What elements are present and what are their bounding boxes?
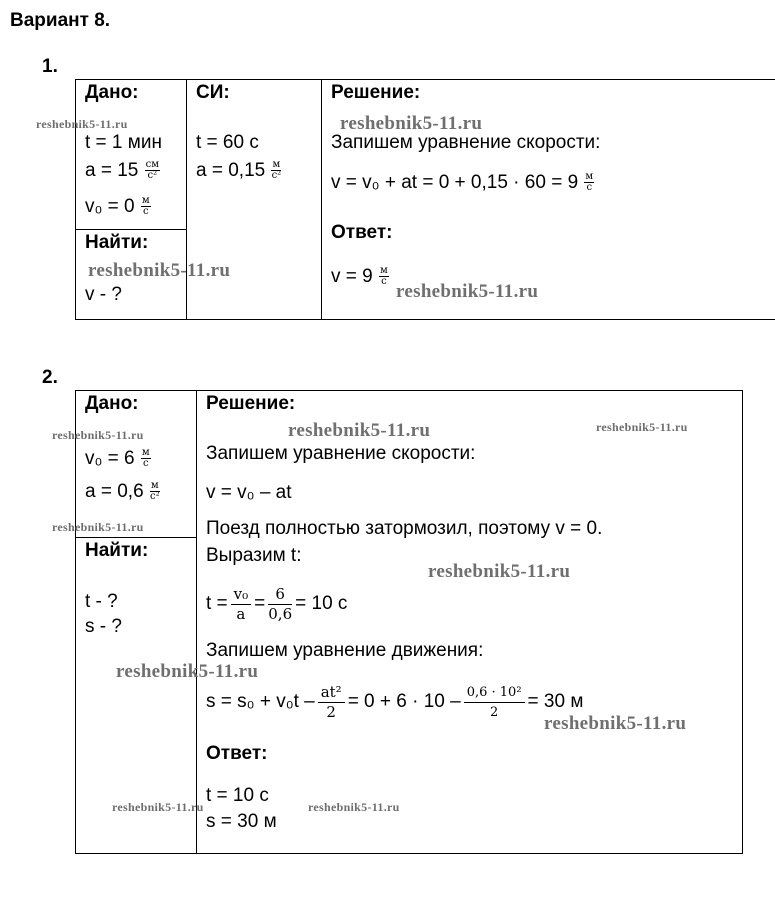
watermark: reshebnik5-11.ru (288, 420, 431, 441)
task1-si-a-unit-den: с² (271, 170, 282, 182)
task1-given-a-unit-den: с² (147, 170, 158, 182)
task1-si-a-unit-num: м (272, 159, 281, 171)
task2-solution-line3: Поезд полностью затормозил, поэтому v = 0. (206, 518, 603, 539)
task1-si-a-value: a = 0,15 (196, 160, 266, 181)
task1-solution-header: Решение: (331, 82, 421, 103)
task2-find-header: Найти: (85, 540, 149, 561)
task1-solution-formula-text: v = v₀ + at = 0 + 0,15 · 60 = 9 (331, 172, 579, 193)
watermark: reshebnik5-11.ru (396, 281, 539, 302)
task1-solution-line1: Запишем уравнение скорости: (331, 132, 601, 153)
task2-s-fraction-2-num: 0,6 · 10² (464, 683, 525, 703)
task2-t-fraction-1-num: v₀ (231, 585, 252, 605)
task1-given-a (85, 160, 161, 182)
task2-t-fraction-2-num: 6 (268, 585, 292, 605)
task1-given-header: Дано: (85, 82, 139, 103)
task2-given-a-unit-num: м (150, 480, 159, 492)
task2-find-s: s - ? (85, 616, 122, 637)
watermark: reshebnik5-11.ru (308, 800, 400, 814)
watermark: reshebnik5-11.ru (428, 561, 571, 582)
task2-t-prefix: t = (206, 593, 228, 614)
task1-solution-formula-unit-num: м (585, 171, 594, 183)
task2-given-a (85, 481, 161, 503)
task2-t-fraction-1 (231, 585, 252, 624)
task2-t-formula (206, 580, 347, 628)
task1-divider-2 (321, 79, 322, 320)
watermark: reshebnik5-11.ru (340, 113, 483, 134)
task1-given-v0-value: v₀ = 0 (85, 196, 135, 217)
task1-find-header: Найти: (85, 232, 149, 253)
task1-si-header: СИ: (196, 82, 230, 103)
task1-given-a-unit-num: см (145, 159, 160, 171)
watermark: reshebnik5-11.ru (116, 661, 259, 682)
task2-t-fraction-2-den: 0,6 (268, 604, 293, 623)
task1-solution-formula-unit-den: с (586, 182, 593, 194)
task2-answer-header: Ответ: (206, 743, 268, 764)
task2-s-fraction-2-den: 2 (489, 704, 499, 720)
task2-given-v0-unit-den: с (142, 458, 149, 470)
task2-s-formula (206, 678, 583, 726)
task1-si-a-unit (271, 160, 281, 181)
task2-given-a-unit-den: с² (150, 491, 160, 503)
task2-s-prefix: s = s₀ + v₀t – (206, 691, 315, 712)
watermark: reshebnik5-11.ru (88, 260, 231, 281)
task2-solution-line1: Запишем уравнение скорости: (206, 443, 476, 464)
task1-answer-unit-num: м (380, 265, 388, 277)
task2-given-a-unit (150, 481, 160, 502)
task1-si-a (196, 160, 282, 182)
task2-t-fraction-1-den: a (236, 604, 246, 623)
task2-t-equals: = (254, 593, 266, 614)
task1-si-t: t = 60 с (196, 132, 259, 153)
task1-answer-unit (379, 266, 389, 287)
watermark: reshebnik5-11.ru (52, 428, 144, 442)
task2-given-header: Дано: (85, 393, 139, 414)
task1-solution-formula-unit (584, 172, 594, 193)
task2-s-fraction-1 (318, 683, 345, 722)
task1-divider-1 (186, 79, 187, 320)
task2-solution-line4: Выразим t: (206, 545, 302, 566)
task2-find-divider (75, 537, 196, 538)
watermark: reshebnik5-11.ru (36, 117, 128, 131)
task2-given-v0-unit-num: м (141, 447, 150, 459)
task1-solution-formula (331, 172, 595, 194)
task1-answer-unit-den: с (381, 276, 387, 288)
task2-t-result: = 10 с (295, 593, 348, 614)
task2-given-v0-value: v₀ = 6 (85, 448, 135, 469)
task2-given-v0-unit (141, 448, 151, 469)
task1-given-v0-unit-num: м (141, 195, 150, 207)
task1-given-v0-unit-den: с (142, 206, 149, 218)
task1-given-a-unit (145, 160, 160, 181)
task1-answer-value: v = 9 (331, 266, 373, 287)
task2-given-a-value: a = 0,6 (85, 481, 144, 502)
watermark: reshebnik5-11.ru (112, 800, 204, 814)
task1-answer (331, 266, 390, 288)
task2-given-v0 (85, 448, 152, 470)
watermark: reshebnik5-11.ru (52, 520, 144, 534)
task2-answer-s: s = 30 м (206, 811, 277, 832)
watermark: reshebnik5-11.ru (544, 713, 687, 734)
task2-s-result: = 30 м (527, 691, 584, 712)
task2-answer-t: t = 10 с (206, 785, 269, 806)
task2-solution-header: Решение: (206, 393, 296, 414)
task2-s-fraction-2 (464, 683, 525, 722)
task2-number: 2. (42, 367, 58, 388)
page-title: Вариант 8. (10, 10, 111, 31)
task2-find-t: t - ? (85, 591, 118, 612)
watermark: reshebnik5-11.ru (596, 420, 688, 434)
task1-number: 1. (42, 56, 58, 77)
task2-s-fraction-1-num: at² (318, 683, 345, 703)
task1-find-v: v - ? (85, 284, 122, 305)
task2-s-middle: = 0 + 6 · 10 – (347, 691, 461, 712)
task2-solution-line2: v = v₀ – at (206, 482, 292, 503)
task1-given-v0 (85, 196, 152, 218)
task1-find-divider (75, 229, 186, 230)
task1-answer-header: Ответ: (331, 222, 393, 243)
task2-divider (196, 390, 197, 854)
task2-t-fraction-2 (268, 585, 292, 624)
task2-solution-line5: Запишем уравнение движения: (206, 640, 484, 661)
task2-s-fraction-1-den: 2 (326, 702, 336, 721)
task1-given-t: t = 1 мин (85, 132, 162, 153)
task1-given-a-value: a = 15 (85, 160, 139, 181)
task1-given-v0-unit (141, 196, 151, 217)
